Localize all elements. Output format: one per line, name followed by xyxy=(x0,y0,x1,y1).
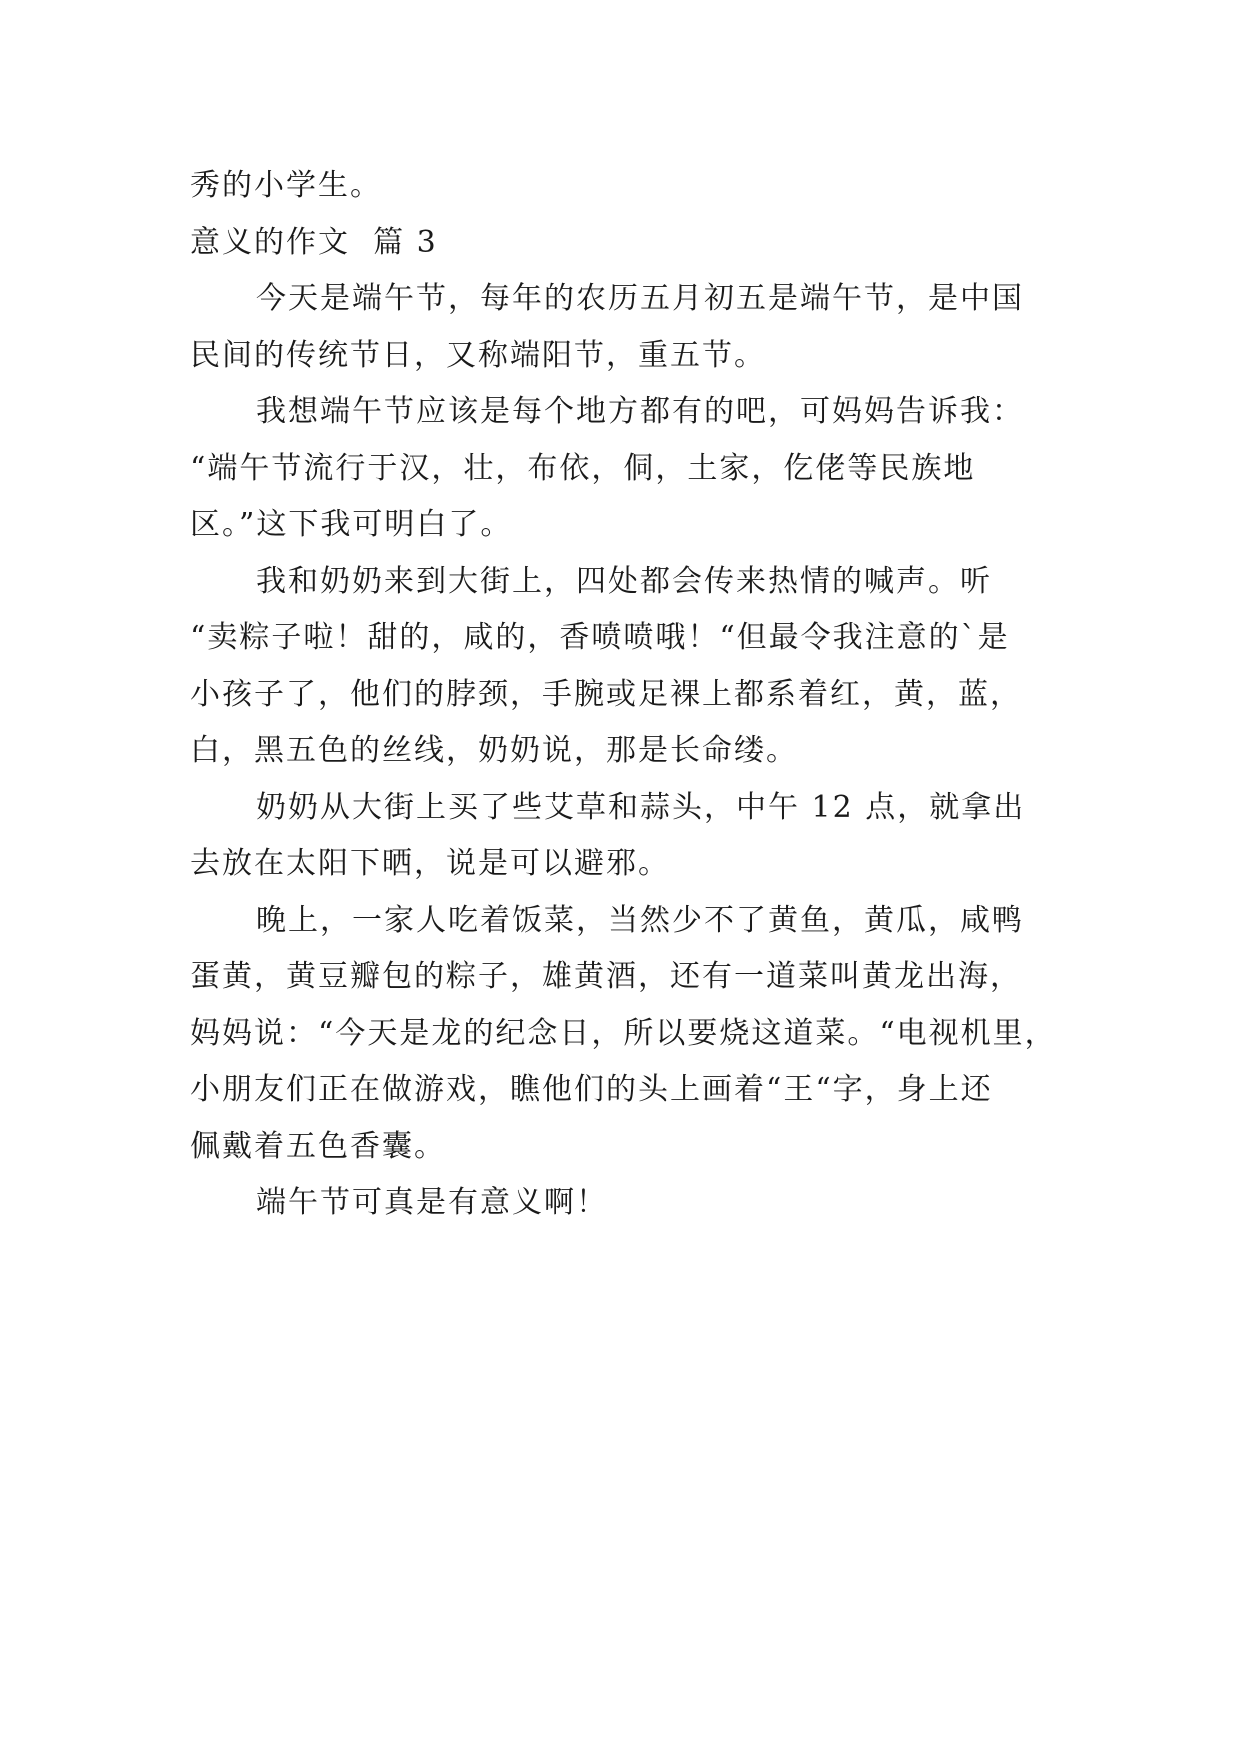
paragraph-line: 白，黑五色的丝线，奶奶说，那是长命缕。 xyxy=(190,733,798,768)
paragraph-line: 去放在太阳下晒，说是可以避邪。 xyxy=(190,846,670,881)
paragraph-line: 我和奶奶来到大街上，四处都会传来热情的喊声。听 xyxy=(256,563,992,599)
paragraph-line: 民间的传统节日，又称端阳节，重五节。 xyxy=(190,337,766,373)
document-body xyxy=(190,158,1057,1232)
paragraph-line: 区。”这下我可明白了。 xyxy=(190,507,513,542)
paragraph-line: 蛋黄，黄豆瓣包的粽子，雄黄酒，还有一道菜叫黄龙出海， xyxy=(190,959,1022,994)
paragraph-line: “端午节流行于汉，壮，布依，侗，土家，仡佬等民族地 xyxy=(190,450,976,486)
section-heading: 意义的作文 篇 3 xyxy=(190,224,438,260)
paragraph-line: 小朋友们正在做游戏，瞧他们的头上画着“王“字，身上还 xyxy=(190,1072,993,1107)
paragraph-line: 我想端午节应该是每个地方都有的吧，可妈妈告诉我： xyxy=(256,394,1024,429)
paragraph-line: 今天是端午节，每年的农历五月初五是端午节，是中国 xyxy=(256,281,1024,316)
closing-line: 端午节可真是有意义啊！ xyxy=(256,1185,608,1220)
text-line-continuation: 秀的小学生。 xyxy=(190,168,382,203)
paragraph-line: 晚上，一家人吃着饭菜，当然少不了黄鱼，黄瓜，咸鸭 xyxy=(256,902,1024,938)
paragraph-line: “卖粽子啦！甜的，咸的，香喷喷哦！“但最令我注意的`是 xyxy=(190,620,1010,655)
paragraph-line: 佩戴着五色香囊。 xyxy=(190,1128,446,1164)
paragraph-line: 奶奶从大街上买了些艾草和蒜头，中午 12 点，就拿出 xyxy=(256,789,1026,825)
paragraph-line: 妈妈说：“今天是龙的纪念日，所以要烧这道菜。“电视机里， xyxy=(190,1015,1057,1051)
paragraph-line: 小孩子了，他们的脖颈，手腕或足裸上都系着红，黄，蓝， xyxy=(190,676,1022,712)
